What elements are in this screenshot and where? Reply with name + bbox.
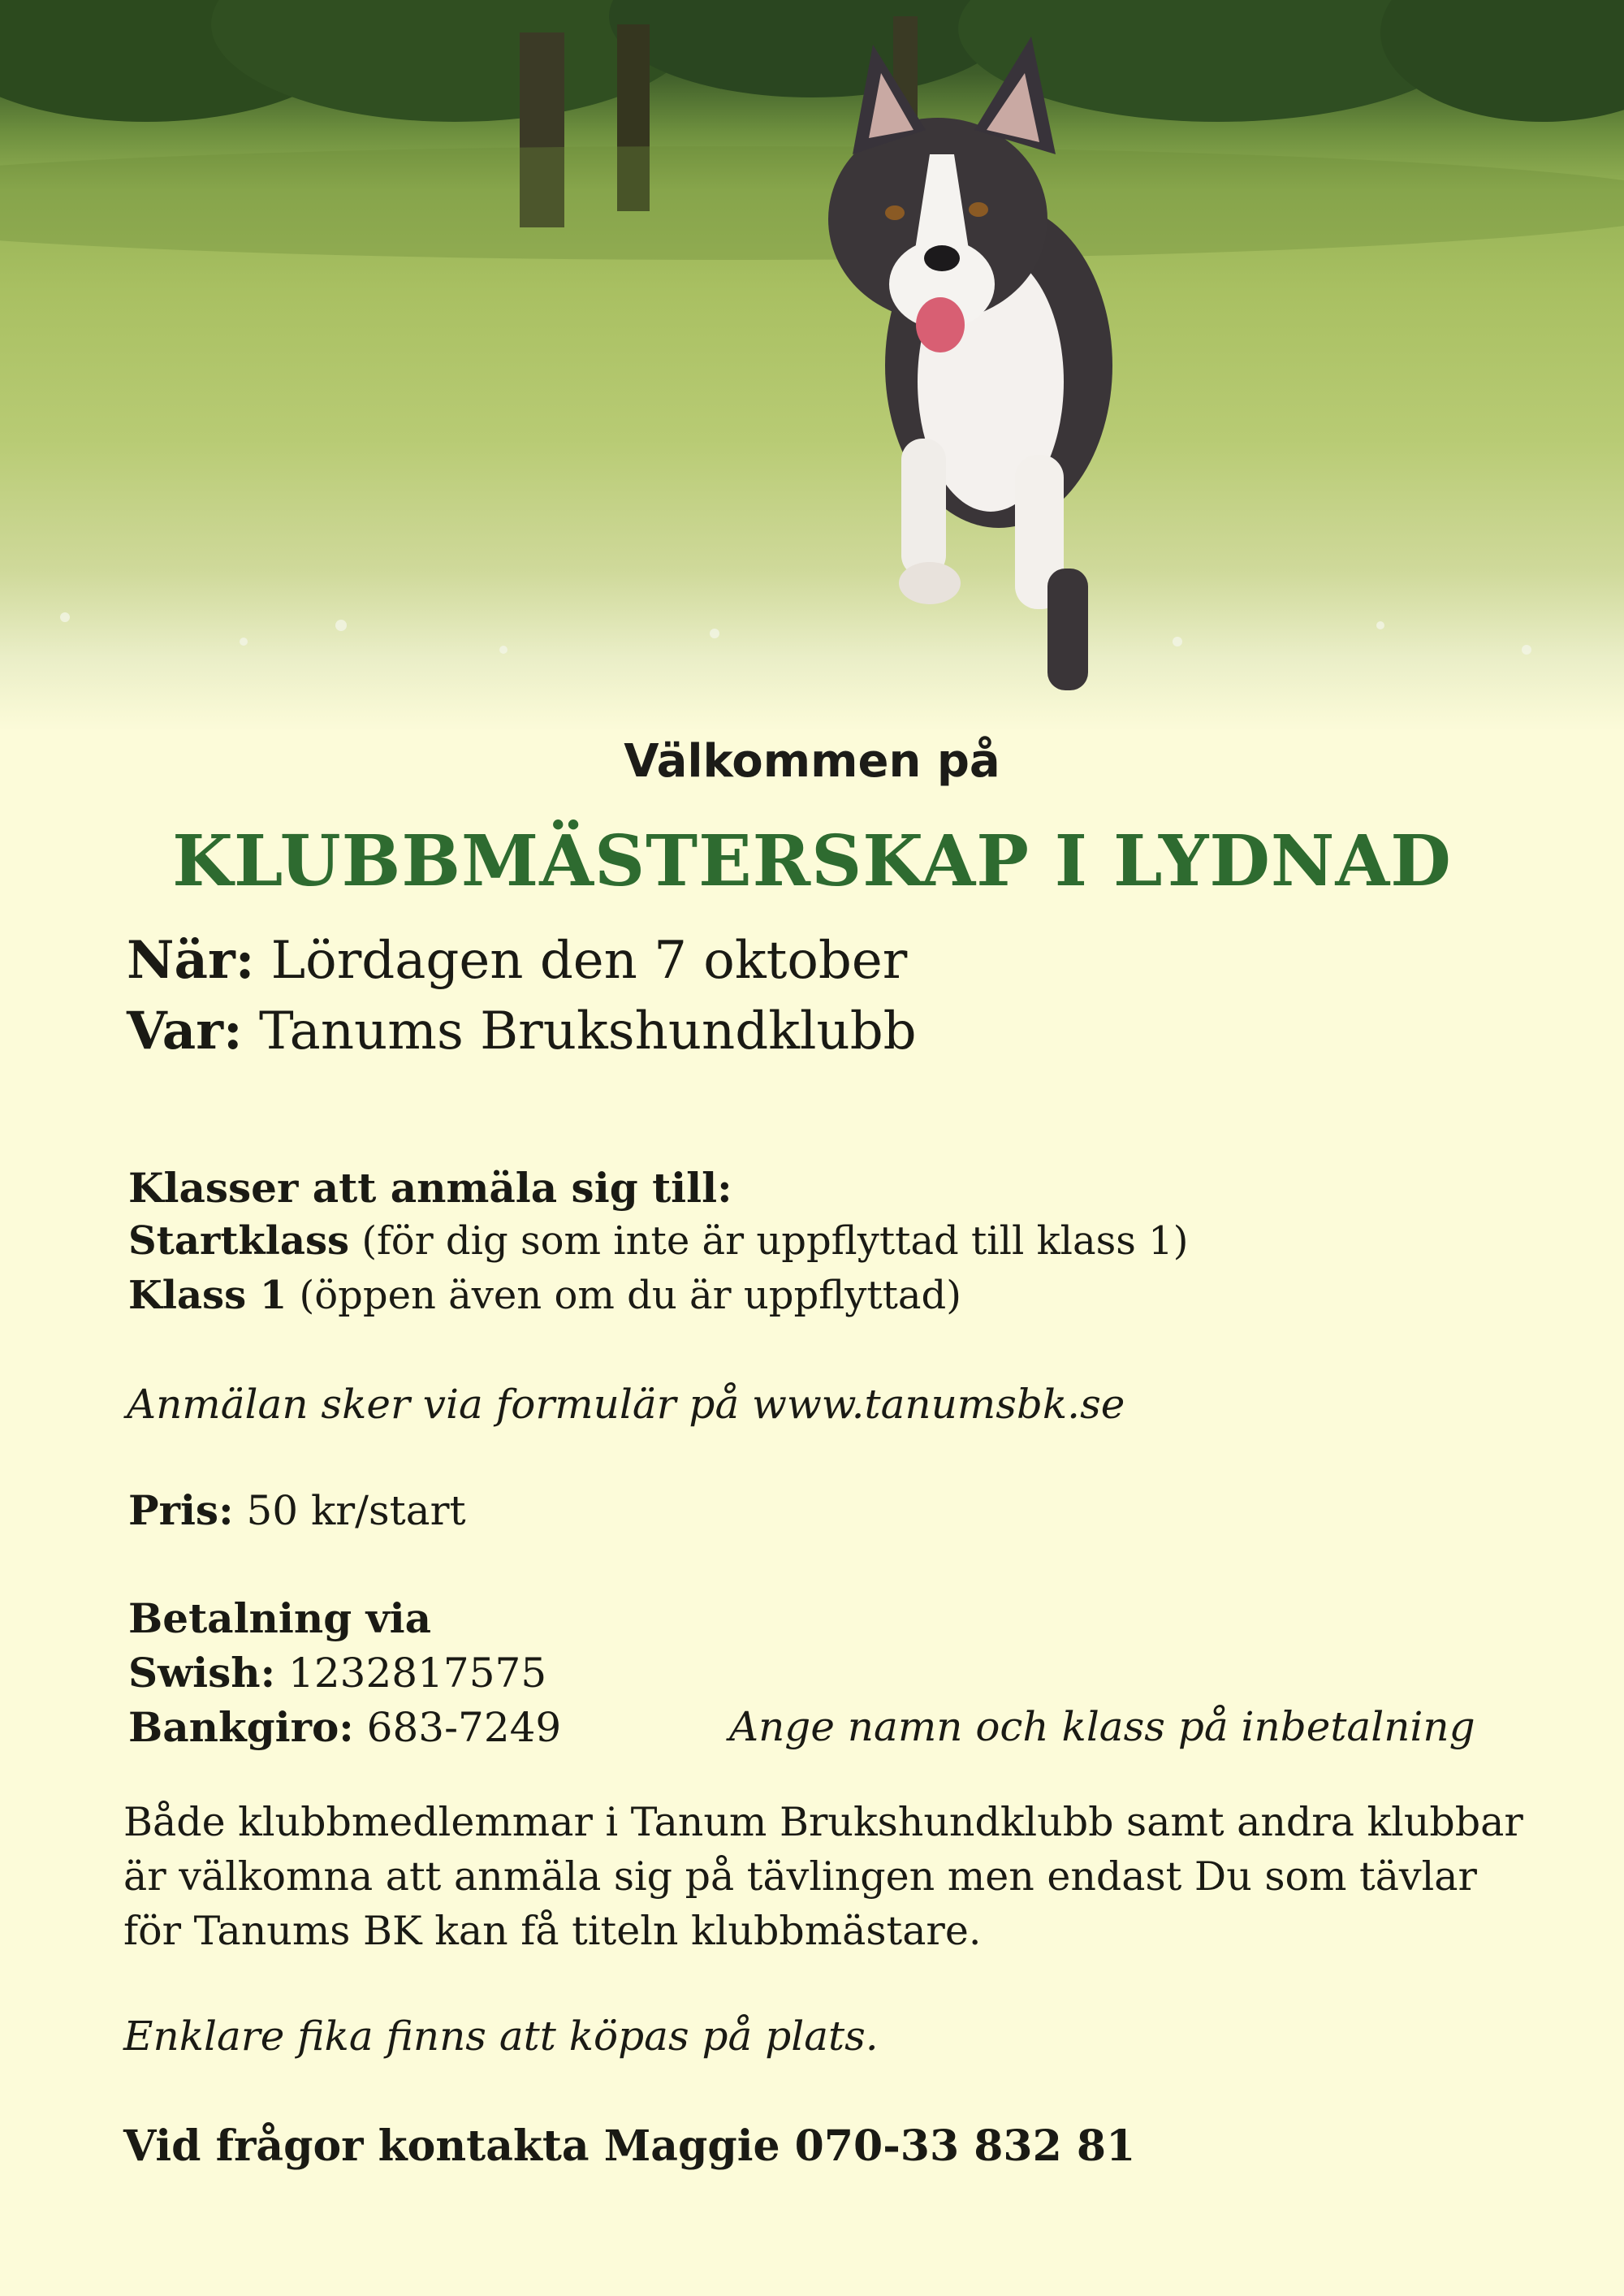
registration-info: Anmälan sker via formulär på www.tanumsbk.se (127, 1381, 1125, 1428)
where-value: Tanums Brukshundklubb (258, 1001, 917, 1062)
fika-info: Enklare fika finns att köpas på plats. (123, 2013, 879, 2060)
class-item-klass1 (128, 1273, 961, 1318)
info-line-3: för Tanums BK kan få titeln klubbmästare. (123, 1908, 982, 1954)
swish-value: 1232817575 (288, 1650, 547, 1697)
when-row (127, 930, 907, 991)
info-line-2: är välkomna att anmäla sig på tävlingen men endast Du som tävlar (123, 1853, 1477, 1900)
dog-figure (828, 37, 1112, 690)
class-note: (öppen även om du är uppflyttad) (299, 1273, 961, 1318)
hero-photo (0, 0, 1624, 731)
class-item-startklass (128, 1218, 1188, 1264)
clover-specks (60, 612, 1531, 655)
when-value: Lördagen den 7 oktober (270, 931, 908, 991)
swish-row (128, 1649, 546, 1697)
bankgiro-row (128, 1703, 561, 1751)
class-note: (för dig som inte är uppflyttad till klass 1) (361, 1218, 1189, 1264)
bankgiro-label: Bankgiro: (128, 1703, 354, 1751)
event-title: KLUBBMÄSTERSKAP I LYDNAD (172, 820, 1452, 902)
price-value: 50 kr/start (246, 1487, 466, 1534)
class-name: Startklass (128, 1218, 350, 1264)
contact-info: Vid frågor kontakta Maggie 070-33 832 81 (123, 2121, 1136, 2171)
price-label: Pris: (128, 1486, 234, 1534)
bankgiro-value: 683-7249 (366, 1704, 562, 1751)
where-label: Var: (127, 1001, 243, 1062)
info-line-1: Både klubbmedlemmar i Tanum Brukshundklubb samt andra klubbar (123, 1799, 1523, 1845)
price-row (128, 1486, 466, 1534)
welcome-heading: Välkommen på (624, 735, 1000, 788)
payment-heading: Betalning via (128, 1594, 432, 1642)
class-name: Klass 1 (128, 1273, 287, 1318)
classes-heading: Klasser att anmäla sig till: (128, 1164, 732, 1212)
swish-label: Swish: (128, 1649, 276, 1697)
when-label: När: (127, 930, 255, 991)
running-dog-illustration (0, 0, 1624, 731)
payment-note: Ange namn och klass på inbetalning (729, 1703, 1475, 1750)
where-row (127, 1001, 917, 1062)
